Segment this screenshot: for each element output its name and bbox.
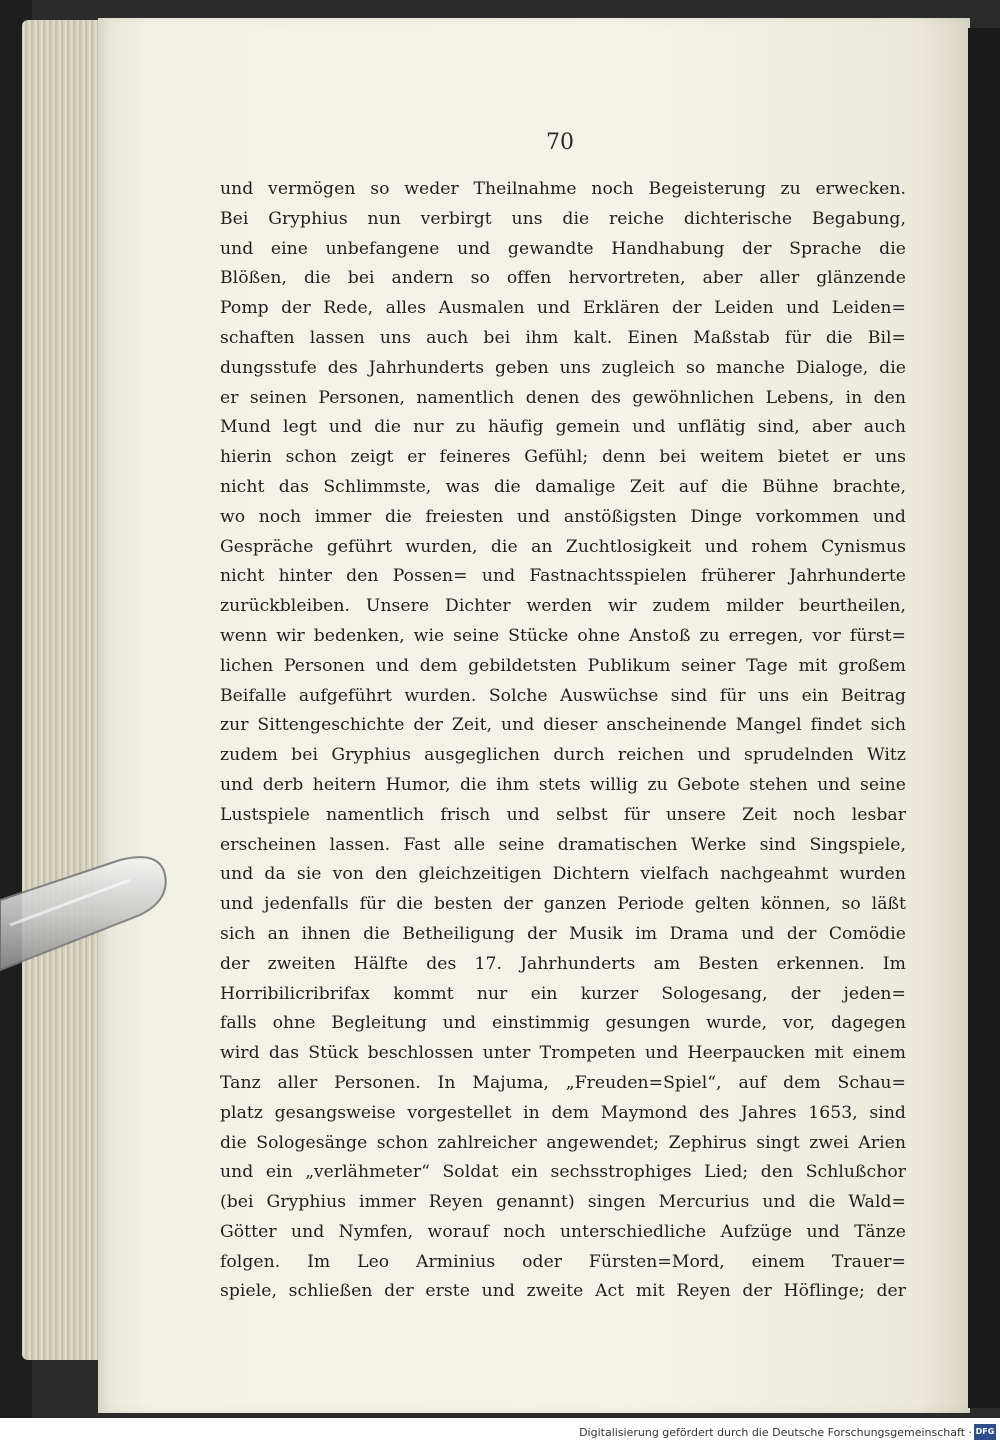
text-line: dungsstufe des Jahrhunderts geben uns zugleich so manche Dialoge, die	[220, 357, 906, 378]
text-line: sich an ihnen die Betheiligung der Musik im Drama und der Comödie	[220, 923, 906, 944]
text-line: und vermögen so weder Theilnahme noch Begeisterung zu erwecken.	[220, 179, 906, 199]
page-number: 70	[546, 130, 574, 155]
text-line: und ein „verlähmeter“ Soldat ein sechsstrophiges Lied; den Schlußchor	[220, 1162, 906, 1183]
text-line: Mund legt und die nur zu häufig gemein und unflätig sind, aber auch	[220, 417, 906, 438]
text-line: Gespräche geführt wurden, die an Zuchtlosigkeit und rohem Cynismus	[220, 536, 906, 557]
dfg-logo: DFG	[974, 1424, 996, 1440]
text-line: wo noch immer die freiesten und anstößigsten Dinge vorkommen und	[220, 506, 906, 527]
text-line: erscheinen lassen. Fast alle seine dramatischen Werke sind Singspiele,	[220, 834, 906, 855]
text-line: (bei Gryphius immer Reyen genannt) singen Mercurius und die Wald=	[220, 1192, 906, 1213]
text-line: und eine unbefangene und gewandte Handhabung der Sprache die	[220, 238, 906, 259]
text-line: lichen Personen und dem gebildetsten Publikum seiner Tage mit großem	[220, 655, 906, 676]
text-line: nicht das Schlimmste, was die damalige Zeit auf die Bühne brachte,	[220, 476, 906, 497]
text-line: wird das Stück beschlossen unter Trompeten und Heerpaucken mit einem	[220, 1043, 906, 1064]
text-line: Horribilicribrifax kommt nur ein kurzer Sologesang, der jeden=	[220, 983, 906, 1004]
text-line: hierin schon zeigt er feineres Gefühl; denn bei weitem bietet er uns	[220, 447, 906, 468]
text-line: folgen. Im Leo Arminius oder Fürsten=Mord, einem Trauer=	[220, 1251, 906, 1272]
text-line: Beifalle aufgeführt wurden. Solche Auswüchse sind für uns ein Beitrag	[220, 685, 906, 706]
text-line: wenn wir bedenken, wie seine Stücke ohne Anstoß zu erregen, vor fürst=	[220, 625, 906, 646]
text-line: Tanz aller Personen. In Majuma, „Freuden=Spiel“, auf dem Schau=	[220, 1072, 906, 1093]
text-line: zurückbleiben. Unsere Dichter werden wir zudem milder beurtheilen,	[220, 596, 906, 617]
text-line: Lustspiele namentlich frisch und selbst für unsere Zeit noch lesbar	[220, 804, 906, 825]
text-line: falls ohne Begleitung und einstimmig gesungen wurde, vor, dagegen	[220, 1013, 906, 1034]
footer-credit: Digitalisierung gefördert durch die Deutsche Forschungsgemeinschaft ·	[579, 1426, 972, 1439]
text-line: zudem bei Gryphius ausgeglichen durch reichen und sprudelnden Witz	[220, 745, 906, 766]
text-line: Blößen, die bei andern so offen hervortreten, aber aller glänzende	[220, 268, 906, 289]
text-line: platz gesangsweise vorgestellet in dem Maymond des Jahres 1653, sind	[220, 1102, 906, 1123]
text-line: der zweiten Hälfte des 17. Jahrhunderts am Besten erkennen. Im	[220, 953, 906, 974]
text-line: er seinen Personen, namentlich denen des gewöhnlichen Lebens, in den	[220, 387, 906, 408]
text-line: Götter und Nymfen, worauf noch unterschiedliche Aufzüge und Tänze	[220, 1221, 906, 1242]
text-line: und da sie von den gleichzeitigen Dichtern vielfach nachgeahmt wurden	[220, 864, 906, 885]
page-body-text	[220, 175, 906, 1307]
text-line: spiele, schließen der erste und zweite Act mit Reyen der Höflinge; der	[220, 1281, 906, 1302]
text-line: und jedenfalls für die besten der ganzen Periode gelten können, so läßt	[220, 894, 906, 915]
text-line: nicht hinter den Possen= und Fastnachtsspielen früherer Jahrhunderte	[220, 566, 906, 587]
scanner-background-right	[968, 28, 1000, 1408]
text-line: schaften lassen uns auch bei ihm kalt. Einen Maßstab für die Bil=	[220, 327, 906, 348]
digitization-footer	[0, 1418, 1000, 1450]
text-line: Pomp der Rede, alles Ausmalen und Erklären der Leiden und Leiden=	[220, 298, 906, 319]
text-line: die Sologesänge schon zahlreicher angewendet; Zephirus singt zwei Arien	[220, 1132, 906, 1153]
text-line: Bei Gryphius nun verbirgt uns die reiche dichterische Begabung,	[220, 208, 906, 229]
text-line: zur Sittengeschichte der Zeit, und dieser anscheinende Mangel findet sich	[220, 715, 906, 736]
text-line: und derb heitern Humor, die ihm stets willig zu Gebote stehen und seine	[220, 774, 906, 795]
